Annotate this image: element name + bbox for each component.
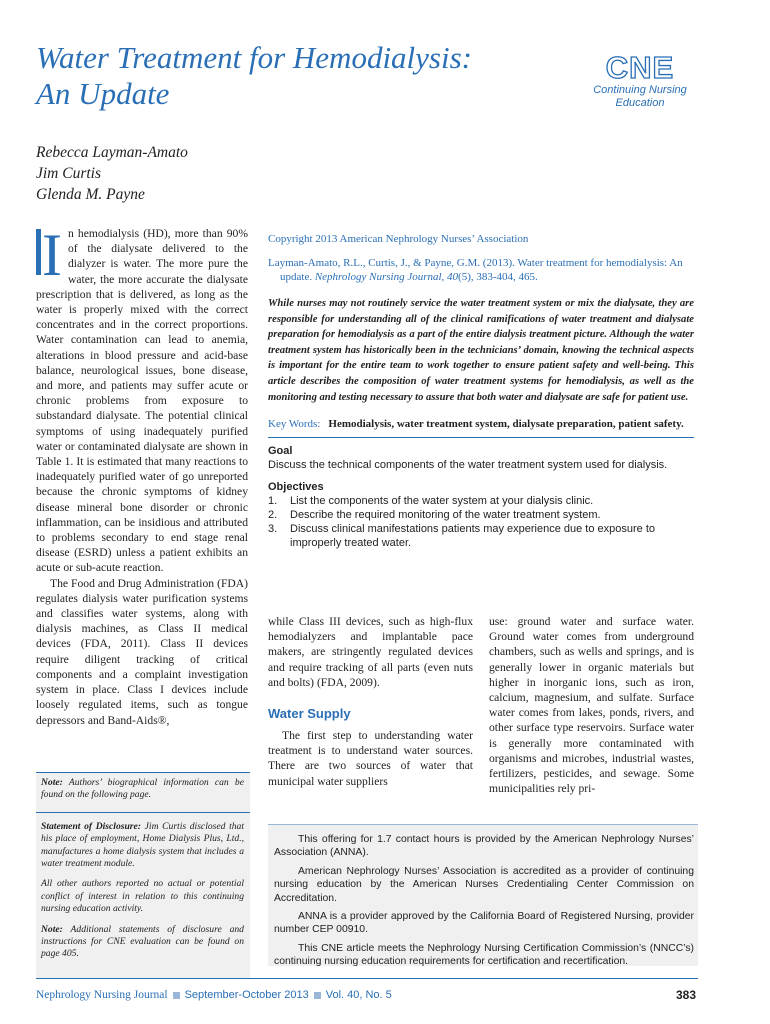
keywords-label: Key Words: — [268, 418, 321, 431]
body-column-3 — [489, 614, 694, 796]
square-bullet-icon — [173, 992, 180, 999]
page-number: 383 — [675, 988, 696, 1002]
disclosure-statement — [36, 821, 250, 871]
accreditation-box — [268, 824, 698, 966]
title-line-1: Water Treatment for Hemodialysis: — [36, 40, 472, 75]
cne-subtitle-2: Education — [615, 97, 665, 109]
objective-item — [268, 522, 694, 550]
footer-journal: Nephrology Nursing Journal — [36, 989, 168, 1001]
note-text: Additional statements of disclosure and instructions for CNE evaluation can be found on page 405. — [41, 923, 244, 960]
objective-item — [268, 508, 694, 522]
objective-number: 3. — [268, 523, 278, 536]
footer-volume: Vol. 40, No. 5 — [325, 989, 392, 1001]
keywords — [268, 417, 694, 431]
author-name: Rebecca Layman-Amato — [36, 144, 188, 161]
author-name: Jim Curtis — [36, 165, 102, 182]
drop-cap: I — [36, 229, 62, 275]
cne-logo — [584, 52, 696, 116]
note-text: Authors’ biographical information can be found on the following page. — [41, 777, 244, 801]
square-bullet-icon — [314, 992, 321, 999]
author-list — [36, 142, 188, 205]
citation-rest: (5), 383-404, 465. — [458, 271, 538, 283]
section-heading-water-supply: Water Supply — [268, 706, 351, 722]
body-paragraph: use: ground water and surface water. Ground water comes from underground chambers, such as wells and springs, and is generally lower in organic materials but higher in inorganic ions, such as iron, calcium, magnesium, and sulfate. Surface water comes from lakes, ponds, rivers, and other surface type reservoirs. Surface water is generally more contaminated with organisms and microbes, industrial wastes, fertilizers, pesticides, and sewage. Some municipalities rely pri- — [489, 615, 694, 796]
body-column-1 — [36, 222, 248, 728]
footer-divider — [36, 978, 698, 979]
divider — [268, 437, 694, 438]
citation-journal: Nephrology Nursing Journal, 40 — [314, 271, 459, 283]
body-paragraph: The Food and Drug Administration (FDA) regulates dialysis water purification systems and classifies water systems, along with dialysis machines, as Class II medical devices (FDA, 2011). Class II devices require diligent tracking of critical components and a complaint investigation system in place. Class I devices include loosely regulated items, such as tongue depressors and Band-Aids®, — [36, 576, 248, 727]
conflict-statement: All other authors reported no actual or potential conflict of interest in relation to this continuing nursing education activity. — [41, 878, 244, 915]
objectives-heading: Objectives — [268, 481, 324, 494]
abstract: While nurses may not routinely service the water treatment system or mix the dialysate, they are responsible for understanding all of the clinical ramifications of water treatment and dialysate preparation for hemodialysis as a part of the entire dialysis treatment picture. Although the water treatment system has historically been in the technicians’ domain, knowing the technical aspects is important for the entire team to work together to ensure patient safety and well-being. This article describes the composition of water treatment systems for hemodialysis, as well as the monitoring and testing necessary to assure that both water and dialysate are safe for patient use. — [268, 298, 694, 403]
title-line-2: An Update — [36, 76, 170, 111]
accreditation-text: ANNA is a provider approved by the California Board of Registered Nursing, provider number CEP 00910. — [274, 911, 694, 936]
page-footer — [36, 988, 696, 1002]
accreditation-text: American Nephrology Nurses’ Association is accredited as a provider of continuing nursing education by the American Nurses Credentialing Center Commission on Accreditation. — [274, 865, 694, 904]
goal-heading: Goal — [268, 445, 293, 458]
note-label: Note: — [41, 923, 63, 935]
objective-text: Describe the required monitoring of the water treatment system. — [290, 509, 601, 522]
note-bio — [36, 773, 250, 813]
accreditation-text: This offering for 1.7 contact hours is provided by the American Nephrology Nurses’ Association (ANNA). — [274, 834, 694, 859]
objectives-list — [268, 494, 694, 550]
body-paragraph: while Class III devices, such as high-flux hemodialyzers and implantable pace makers, are stringently regulated devices and require tracking of all parts (even nuts and bolts) (FDA, 2009). — [268, 615, 473, 689]
article-title — [36, 40, 556, 112]
note-additional — [36, 924, 250, 961]
disclosure-text: Jim Curtis disclosed that his place of employment, Home Dialysis Plus, Ltd., manufactures a home dialysis system that includes a water treatment module. — [41, 820, 244, 870]
citation — [268, 256, 694, 284]
disclosure-label: Statement of Disclosure: — [41, 820, 141, 832]
body-paragraph: The first step to understanding water treatment is to understand water sources. There are two sources of water that municipal water suppliers — [268, 729, 473, 788]
body-column-2 — [268, 614, 473, 789]
cne-subtitle-1: Continuing Nursing — [593, 84, 687, 96]
footer-date: September-October 2013 — [184, 989, 309, 1001]
objective-number: 1. — [268, 495, 278, 508]
cne-letters: CNE — [605, 50, 675, 85]
note-label: Note: — [41, 777, 63, 788]
keywords-value: Hemodialysis, water treatment system, dialysate preparation, patient safety. — [328, 418, 684, 431]
accreditation-text: This CNE article meets the Nephrology Nursing Certification Commission’s (NNCC’s) continuing nursing education requirements for certification and recertification. — [274, 942, 694, 968]
objective-text: List the components of the water system at your dialysis clinic. — [290, 495, 594, 508]
goal-text: Discuss the technical components of the water treatment system used for dialysis. — [268, 459, 668, 472]
objective-text: Discuss clinical manifestations patients may experience due to exposure to improperly treated water. — [290, 523, 656, 550]
objective-number: 2. — [268, 509, 278, 522]
article-front-matter — [268, 232, 694, 550]
author-notes-box — [36, 772, 250, 979]
objective-item — [268, 494, 694, 508]
author-name: Glenda M. Payne — [36, 186, 145, 203]
body-paragraph: n hemodialysis (HD), more than 90% of the dialysate delivered to the dialyzer is water. The more pure the water, the more accurate the dialysate prescription that is delivered, as long as the water is properly mixed with the correct concentrates and in the correct proportions. Water contamination can lead to anemia, alterations in blood pressure and acid-base balance, neurological issues, bone disease, and more, and patients may suffer acute or chronic problems from exposure to substandard dialysate. The potential clinical symptoms of using inadequately purified water or contaminated dialysate are shown in Table 1. It is estimated that many reactions to inadequately purified water of go unreported because the chronic symptoms of kidney disease mineral bone disorder or chronic inflammation, can be insidious and attributed to problems secondary to end stage renal disease (ESRD) unless a patient exhibits an acute or sub-acute reaction. — [36, 227, 248, 575]
citation-authors: Layman-Amato, R.L., Curtis, J., & Payne, G.M. (2013). Water treatment for hemodialysis: An update. — [268, 257, 683, 283]
copyright-notice: Copyright 2013 American Nephrology Nurses’ Association — [268, 233, 529, 245]
